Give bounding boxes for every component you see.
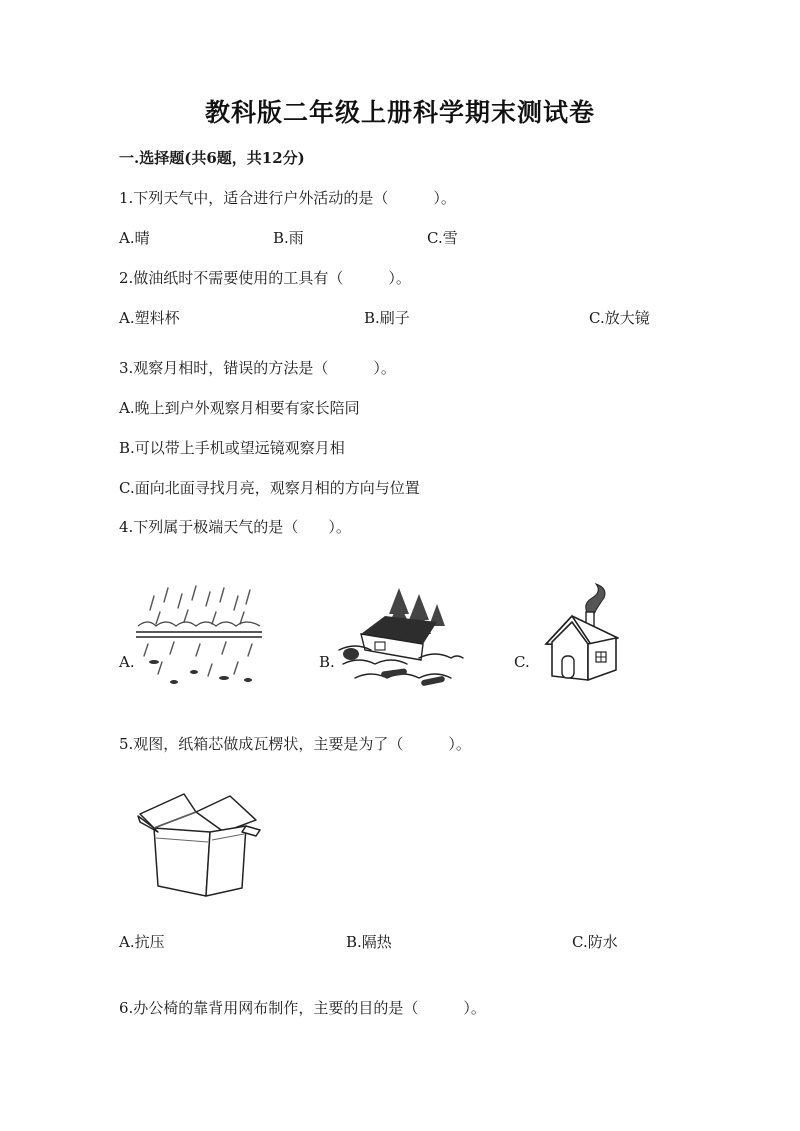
question-1-option-a[interactable]: A.晴: [119, 229, 150, 247]
question-3-option-a[interactable]: A.晚上到户外观察月相要有家长陪同: [119, 399, 360, 417]
cardboard-box-icon: [134, 792, 266, 902]
question-4-option-a[interactable]: A.: [119, 653, 135, 671]
question-4-stem: 4.下列属于极端天气的是（ ）。: [119, 518, 351, 536]
question-1-option-c[interactable]: C.雪: [427, 229, 458, 247]
question-5-option-b[interactable]: B.隔热: [346, 933, 392, 951]
section-heading: 一.选择题(共6题，共12分): [119, 149, 305, 167]
flood-house-icon: [335, 584, 465, 690]
question-2-option-b[interactable]: B.刷子: [364, 309, 410, 327]
question-3-option-c[interactable]: C.面向北面寻找月亮，观察月相的方向与位置: [119, 479, 420, 497]
question-3-stem: 3.观察月相时，错误的方法是（ ）。: [119, 359, 396, 377]
question-4-option-c[interactable]: C.: [514, 653, 530, 671]
rain-storm-icon: [134, 582, 264, 690]
question-6-stem: 6.办公椅的靠背用网布制作，主要的目的是（ ）。: [119, 999, 486, 1017]
question-5-option-a[interactable]: A.抗压: [119, 933, 165, 951]
question-4-option-b[interactable]: B.: [319, 653, 335, 671]
question-2-option-a[interactable]: A.塑料杯: [119, 309, 180, 327]
question-1-option-b[interactable]: B.雨: [273, 229, 304, 247]
question-3-option-b[interactable]: B.可以带上手机或望远镜观察月相: [119, 439, 345, 457]
question-5-stem: 5.观图，纸箱芯做成瓦楞状，主要是为了（ ）。: [119, 735, 471, 753]
question-5-option-c[interactable]: C.防水: [572, 933, 618, 951]
house-chimney-icon: [538, 580, 624, 684]
question-2-stem: 2.做油纸时不需要使用的工具有（ ）。: [119, 269, 411, 287]
page-title: 教科版二年级上册科学期末测试卷: [204, 98, 595, 127]
question-2-option-c[interactable]: C.放大镜: [589, 309, 650, 327]
question-1-stem: 1.下列天气中，适合进行户外活动的是（ ）。: [119, 189, 456, 207]
